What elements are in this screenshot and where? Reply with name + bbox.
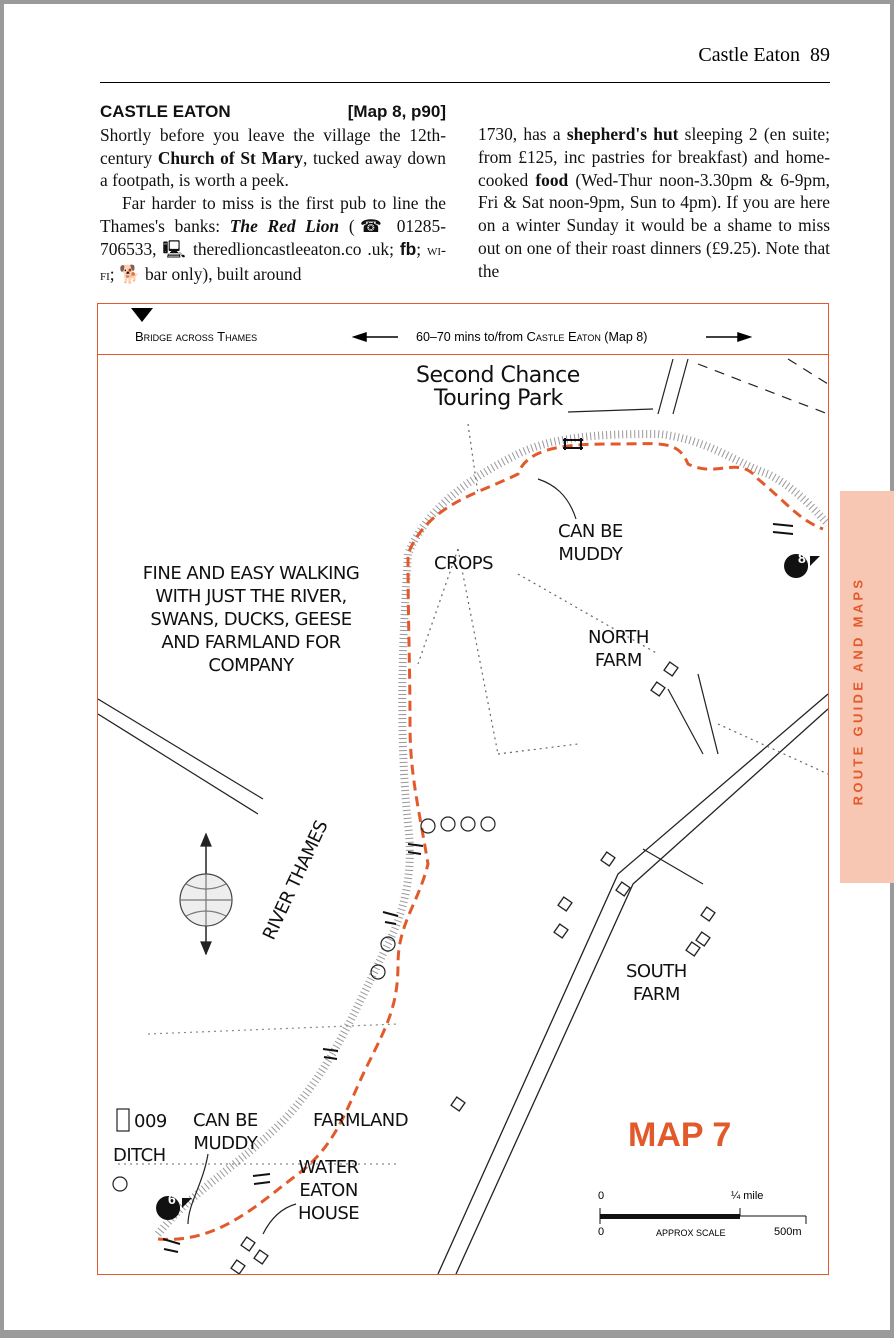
side-tab bbox=[840, 491, 894, 883]
ditch-label: DITCH bbox=[113, 1145, 166, 1166]
section-heading bbox=[100, 101, 446, 124]
page-number: 89 bbox=[810, 44, 830, 66]
scale-meters: 500m bbox=[774, 1226, 802, 1238]
running-head bbox=[698, 44, 830, 67]
south-farm-label: SOUTH FARM bbox=[626, 961, 687, 1005]
heading-title: CASTLE EATON bbox=[100, 102, 231, 121]
page-header bbox=[100, 40, 830, 83]
side-tab-label: ROUTE GUIDE AND MAPS bbox=[850, 576, 866, 806]
can-be-muddy-bottom: CAN BE MUDDY bbox=[193, 1110, 258, 1154]
map-header-time: 60–70 mins to/from Castle Eaton (Map 8) bbox=[416, 329, 648, 344]
waypoint-6-label: 6 bbox=[168, 1191, 176, 1207]
paragraph-3: 1730, has a shepherd's hut sleeping 2 (en suite; from £125, inc pastries for breakfast) and home-cooked food (Wed-Thur noon-3.30pm & 6-9pm, Fri & Sat noon-9pm, Sun to 4pm). If you are here on a winter Sunday it would be a shame to miss out on one of their roast dinners (£9.25). Note that the bbox=[478, 124, 830, 281]
fine-walking-note: FINE AND EASY WALKING WITH JUST THE RIVER, SWANS, DUCKS, GEESE AND FARMLAND FOR COMPANY bbox=[142, 563, 360, 676]
crops-label: CROPS bbox=[434, 553, 494, 574]
scale-caption: APPROX SCALE bbox=[656, 1228, 726, 1238]
paragraph-1: Shortly before you leave the village the 12th-century Church of St Mary, tucked away down a footpath, is worth a peek. bbox=[100, 124, 446, 191]
can-be-muddy-top: CAN BE MUDDY bbox=[558, 521, 623, 565]
text-column-right bbox=[478, 101, 830, 283]
map-title: MAP 7 bbox=[628, 1116, 732, 1154]
map-header-bridge: Bridge across Thames bbox=[135, 329, 258, 344]
chapter-title: Castle Eaton bbox=[698, 44, 800, 66]
map-7 bbox=[97, 303, 829, 1275]
waypoint-8-label: 8 bbox=[798, 550, 806, 566]
text-column-left bbox=[100, 101, 446, 287]
scale-mile: ¼ mile bbox=[731, 1190, 764, 1202]
north-farm-label: NORTH FARM bbox=[588, 627, 649, 671]
scale-zero-top: 0 bbox=[598, 1190, 605, 1202]
touring-park-label: Second Chance Touring Park bbox=[416, 363, 580, 411]
farmland-label: FARMLAND bbox=[313, 1110, 409, 1131]
book-page bbox=[4, 4, 890, 1330]
scale-ruler bbox=[598, 1206, 818, 1226]
gps-device-icon bbox=[117, 1109, 129, 1131]
heading-map-ref: [Map 8, p90] bbox=[347, 102, 446, 121]
gps-waypoint-number: 009 bbox=[134, 1111, 167, 1132]
river-thames-label: RIVER THAMES bbox=[258, 817, 333, 944]
water-eaton-label: WATER EATON HOUSE bbox=[298, 1157, 360, 1224]
compass-icon bbox=[180, 834, 232, 954]
scale-zero-bottom: 0 bbox=[598, 1226, 605, 1238]
paragraph-2: Far harder to miss is the first pub to line the Thames's banks: The Red Lion (☎ 01285-706533, 🖳 theredlioncastleeaton.co .uk; fb; wi-fi; 🐕 bar only), built around bbox=[100, 193, 446, 284]
